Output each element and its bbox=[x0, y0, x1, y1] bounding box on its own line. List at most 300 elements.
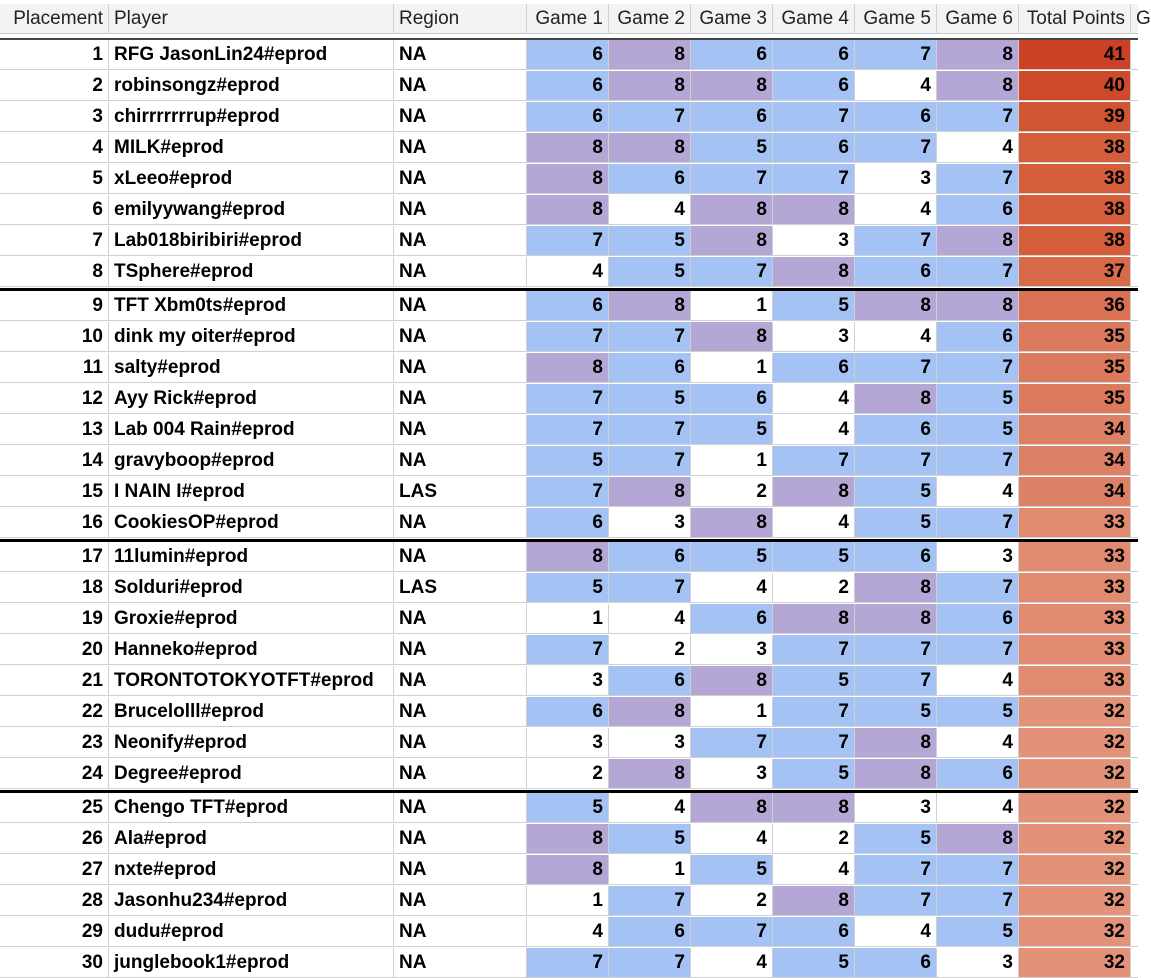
placement-cell[interactable]: 23 bbox=[0, 728, 109, 758]
region-cell[interactable]: NA bbox=[394, 257, 527, 287]
extra-column-cell[interactable] bbox=[1131, 855, 1138, 885]
player-cell[interactable]: nxte#eprod bbox=[109, 855, 394, 885]
game-4-score-cell[interactable]: 4 bbox=[773, 855, 855, 885]
region-cell[interactable]: NA bbox=[394, 384, 527, 414]
extra-column-cell[interactable] bbox=[1131, 226, 1138, 256]
game-1-score-cell[interactable]: 8 bbox=[527, 195, 609, 225]
total-points-cell[interactable]: 32 bbox=[1019, 824, 1131, 854]
game-5-score-cell[interactable]: 8 bbox=[855, 573, 937, 603]
game-5-score-cell[interactable]: 7 bbox=[855, 446, 937, 476]
game-5-score-cell[interactable]: 8 bbox=[855, 728, 937, 758]
game-5-score-cell[interactable]: 7 bbox=[855, 133, 937, 163]
game-6-score-cell[interactable]: 4 bbox=[937, 133, 1019, 163]
game-2-score-cell[interactable]: 8 bbox=[609, 477, 691, 507]
total-points-cell[interactable]: 36 bbox=[1019, 291, 1131, 321]
game-1-score-cell[interactable]: 4 bbox=[527, 917, 609, 947]
game-1-score-cell[interactable]: 6 bbox=[527, 102, 609, 132]
total-points-cell[interactable]: 32 bbox=[1019, 793, 1131, 823]
game-1-score-cell[interactable]: 6 bbox=[527, 291, 609, 321]
region-cell[interactable]: NA bbox=[394, 102, 527, 132]
game-6-score-cell[interactable]: 7 bbox=[937, 353, 1019, 383]
game-6-score-cell[interactable]: 7 bbox=[937, 257, 1019, 287]
game-6-score-cell[interactable]: 4 bbox=[937, 793, 1019, 823]
game-6-score-cell[interactable]: 7 bbox=[937, 886, 1019, 916]
game-4-score-cell[interactable]: 8 bbox=[773, 886, 855, 916]
placement-cell[interactable]: 12 bbox=[0, 384, 109, 414]
game-6-score-cell[interactable]: 7 bbox=[937, 573, 1019, 603]
game-3-score-cell[interactable]: 8 bbox=[691, 195, 773, 225]
placement-cell[interactable]: 16 bbox=[0, 508, 109, 538]
header-region[interactable]: Region bbox=[394, 4, 527, 34]
extra-column-cell[interactable] bbox=[1131, 291, 1138, 321]
game-2-score-cell[interactable]: 5 bbox=[609, 384, 691, 414]
game-3-score-cell[interactable]: 3 bbox=[691, 635, 773, 665]
region-cell[interactable]: NA bbox=[394, 226, 527, 256]
extra-column-cell[interactable] bbox=[1131, 477, 1138, 507]
game-6-score-cell[interactable]: 8 bbox=[937, 40, 1019, 70]
game-1-score-cell[interactable]: 6 bbox=[527, 697, 609, 727]
game-5-score-cell[interactable]: 8 bbox=[855, 759, 937, 789]
total-points-cell[interactable]: 33 bbox=[1019, 542, 1131, 572]
total-points-cell[interactable]: 32 bbox=[1019, 855, 1131, 885]
region-cell[interactable]: NA bbox=[394, 291, 527, 321]
placement-cell[interactable]: 19 bbox=[0, 604, 109, 634]
player-cell[interactable]: Degree#eprod bbox=[109, 759, 394, 789]
game-3-score-cell[interactable]: 7 bbox=[691, 257, 773, 287]
extra-column-cell[interactable] bbox=[1131, 886, 1138, 916]
game-5-score-cell[interactable]: 5 bbox=[855, 824, 937, 854]
game-5-score-cell[interactable]: 8 bbox=[855, 291, 937, 321]
game-4-score-cell[interactable]: 8 bbox=[773, 604, 855, 634]
extra-column-cell[interactable] bbox=[1131, 384, 1138, 414]
placement-cell[interactable]: 14 bbox=[0, 446, 109, 476]
game-2-score-cell[interactable]: 6 bbox=[609, 542, 691, 572]
player-cell[interactable]: Jasonhu234#eprod bbox=[109, 886, 394, 916]
total-points-cell[interactable]: 33 bbox=[1019, 635, 1131, 665]
game-1-score-cell[interactable]: 7 bbox=[527, 635, 609, 665]
game-3-score-cell[interactable]: 6 bbox=[691, 604, 773, 634]
game-6-score-cell[interactable]: 8 bbox=[937, 226, 1019, 256]
player-cell[interactable]: Neonify#eprod bbox=[109, 728, 394, 758]
extra-column-cell[interactable] bbox=[1131, 948, 1138, 978]
extra-column-cell[interactable] bbox=[1131, 542, 1138, 572]
region-cell[interactable]: NA bbox=[394, 415, 527, 445]
game-5-score-cell[interactable]: 4 bbox=[855, 195, 937, 225]
total-points-cell[interactable]: 38 bbox=[1019, 195, 1131, 225]
game-1-score-cell[interactable]: 1 bbox=[527, 886, 609, 916]
game-1-score-cell[interactable]: 8 bbox=[527, 164, 609, 194]
game-2-score-cell[interactable]: 7 bbox=[609, 446, 691, 476]
extra-column-cell[interactable] bbox=[1131, 728, 1138, 758]
header-extra-column[interactable]: G bbox=[1131, 4, 1138, 34]
region-cell[interactable]: NA bbox=[394, 948, 527, 978]
player-cell[interactable]: Hanneko#eprod bbox=[109, 635, 394, 665]
game-3-score-cell[interactable]: 8 bbox=[691, 793, 773, 823]
game-6-score-cell[interactable]: 3 bbox=[937, 948, 1019, 978]
region-cell[interactable]: NA bbox=[394, 824, 527, 854]
region-cell[interactable]: NA bbox=[394, 195, 527, 225]
extra-column-cell[interactable] bbox=[1131, 102, 1138, 132]
game-1-score-cell[interactable]: 2 bbox=[527, 759, 609, 789]
extra-column-cell[interactable] bbox=[1131, 824, 1138, 854]
region-cell[interactable]: NA bbox=[394, 322, 527, 352]
player-cell[interactable]: salty#eprod bbox=[109, 353, 394, 383]
total-points-cell[interactable]: 34 bbox=[1019, 415, 1131, 445]
game-1-score-cell[interactable]: 1 bbox=[527, 604, 609, 634]
player-cell[interactable]: 11lumin#eprod bbox=[109, 542, 394, 572]
total-points-cell[interactable]: 35 bbox=[1019, 353, 1131, 383]
game-3-score-cell[interactable]: 2 bbox=[691, 886, 773, 916]
placement-cell[interactable]: 8 bbox=[0, 257, 109, 287]
game-2-score-cell[interactable]: 4 bbox=[609, 195, 691, 225]
game-1-score-cell[interactable]: 3 bbox=[527, 728, 609, 758]
game-6-score-cell[interactable]: 7 bbox=[937, 508, 1019, 538]
game-4-score-cell[interactable]: 6 bbox=[773, 353, 855, 383]
game-2-score-cell[interactable]: 7 bbox=[609, 948, 691, 978]
game-5-score-cell[interactable]: 7 bbox=[855, 40, 937, 70]
total-points-cell[interactable]: 32 bbox=[1019, 759, 1131, 789]
game-6-score-cell[interactable]: 7 bbox=[937, 102, 1019, 132]
extra-column-cell[interactable] bbox=[1131, 71, 1138, 101]
extra-column-cell[interactable] bbox=[1131, 164, 1138, 194]
region-cell[interactable]: LAS bbox=[394, 573, 527, 603]
game-6-score-cell[interactable]: 5 bbox=[937, 697, 1019, 727]
placement-cell[interactable]: 21 bbox=[0, 666, 109, 696]
extra-column-cell[interactable] bbox=[1131, 133, 1138, 163]
game-2-score-cell[interactable]: 7 bbox=[609, 573, 691, 603]
region-cell[interactable]: NA bbox=[394, 759, 527, 789]
game-2-score-cell[interactable]: 4 bbox=[609, 604, 691, 634]
game-4-score-cell[interactable]: 3 bbox=[773, 226, 855, 256]
game-4-score-cell[interactable]: 3 bbox=[773, 322, 855, 352]
game-4-score-cell[interactable]: 6 bbox=[773, 71, 855, 101]
total-points-cell[interactable]: 39 bbox=[1019, 102, 1131, 132]
region-cell[interactable]: NA bbox=[394, 886, 527, 916]
game-5-score-cell[interactable]: 5 bbox=[855, 697, 937, 727]
region-cell[interactable]: NA bbox=[394, 542, 527, 572]
game-5-score-cell[interactable]: 5 bbox=[855, 477, 937, 507]
game-1-score-cell[interactable]: 5 bbox=[527, 446, 609, 476]
region-cell[interactable]: LAS bbox=[394, 477, 527, 507]
extra-column-cell[interactable] bbox=[1131, 353, 1138, 383]
game-5-score-cell[interactable]: 7 bbox=[855, 635, 937, 665]
game-6-score-cell[interactable]: 5 bbox=[937, 415, 1019, 445]
extra-column-cell[interactable] bbox=[1131, 666, 1138, 696]
placement-cell[interactable]: 6 bbox=[0, 195, 109, 225]
game-6-score-cell[interactable]: 5 bbox=[937, 917, 1019, 947]
placement-cell[interactable]: 24 bbox=[0, 759, 109, 789]
game-4-score-cell[interactable]: 7 bbox=[773, 164, 855, 194]
placement-cell[interactable]: 1 bbox=[0, 40, 109, 70]
placement-cell[interactable]: 17 bbox=[0, 542, 109, 572]
game-5-score-cell[interactable]: 6 bbox=[855, 257, 937, 287]
game-2-score-cell[interactable]: 7 bbox=[609, 322, 691, 352]
game-3-score-cell[interactable]: 4 bbox=[691, 573, 773, 603]
player-cell[interactable]: CookiesOP#eprod bbox=[109, 508, 394, 538]
placement-cell[interactable]: 7 bbox=[0, 226, 109, 256]
extra-column-cell[interactable] bbox=[1131, 917, 1138, 947]
placement-cell[interactable]: 27 bbox=[0, 855, 109, 885]
game-6-score-cell[interactable]: 6 bbox=[937, 195, 1019, 225]
game-2-score-cell[interactable]: 8 bbox=[609, 71, 691, 101]
game-1-score-cell[interactable]: 8 bbox=[527, 855, 609, 885]
game-6-score-cell[interactable]: 8 bbox=[937, 824, 1019, 854]
game-3-score-cell[interactable]: 7 bbox=[691, 917, 773, 947]
game-1-score-cell[interactable]: 6 bbox=[527, 71, 609, 101]
region-cell[interactable]: NA bbox=[394, 635, 527, 665]
game-1-score-cell[interactable]: 5 bbox=[527, 573, 609, 603]
game-3-score-cell[interactable]: 8 bbox=[691, 226, 773, 256]
total-points-cell[interactable]: 32 bbox=[1019, 948, 1131, 978]
game-5-score-cell[interactable]: 4 bbox=[855, 71, 937, 101]
player-cell[interactable]: emilyywang#eprod bbox=[109, 195, 394, 225]
game-5-score-cell[interactable]: 4 bbox=[855, 322, 937, 352]
game-2-score-cell[interactable]: 4 bbox=[609, 793, 691, 823]
game-4-score-cell[interactable]: 8 bbox=[773, 793, 855, 823]
total-points-cell[interactable]: 41 bbox=[1019, 40, 1131, 70]
game-5-score-cell[interactable]: 3 bbox=[855, 164, 937, 194]
player-cell[interactable]: dudu#eprod bbox=[109, 917, 394, 947]
game-1-score-cell[interactable]: 7 bbox=[527, 322, 609, 352]
game-3-score-cell[interactable]: 8 bbox=[691, 508, 773, 538]
game-1-score-cell[interactable]: 8 bbox=[527, 824, 609, 854]
total-points-cell[interactable]: 37 bbox=[1019, 257, 1131, 287]
region-cell[interactable]: NA bbox=[394, 604, 527, 634]
game-3-score-cell[interactable]: 1 bbox=[691, 291, 773, 321]
extra-column-cell[interactable] bbox=[1131, 508, 1138, 538]
region-cell[interactable]: NA bbox=[394, 71, 527, 101]
game-2-score-cell[interactable]: 6 bbox=[609, 917, 691, 947]
total-points-cell[interactable]: 35 bbox=[1019, 322, 1131, 352]
player-cell[interactable]: RFG JasonLin24#eprod bbox=[109, 40, 394, 70]
game-1-score-cell[interactable]: 5 bbox=[527, 793, 609, 823]
player-cell[interactable]: chirrrrrrrup#eprod bbox=[109, 102, 394, 132]
game-3-score-cell[interactable]: 8 bbox=[691, 666, 773, 696]
game-2-score-cell[interactable]: 5 bbox=[609, 257, 691, 287]
game-3-score-cell[interactable]: 8 bbox=[691, 71, 773, 101]
game-3-score-cell[interactable]: 1 bbox=[691, 353, 773, 383]
game-2-score-cell[interactable]: 7 bbox=[609, 102, 691, 132]
game-3-score-cell[interactable]: 4 bbox=[691, 824, 773, 854]
game-6-score-cell[interactable]: 4 bbox=[937, 728, 1019, 758]
game-5-score-cell[interactable]: 7 bbox=[855, 666, 937, 696]
game-5-score-cell[interactable]: 6 bbox=[855, 415, 937, 445]
game-2-score-cell[interactable]: 8 bbox=[609, 133, 691, 163]
game-1-score-cell[interactable]: 7 bbox=[527, 384, 609, 414]
game-5-score-cell[interactable]: 6 bbox=[855, 542, 937, 572]
game-6-score-cell[interactable]: 8 bbox=[937, 291, 1019, 321]
game-4-score-cell[interactable]: 7 bbox=[773, 635, 855, 665]
game-1-score-cell[interactable]: 7 bbox=[527, 477, 609, 507]
player-cell[interactable]: robinsongz#eprod bbox=[109, 71, 394, 101]
player-cell[interactable]: Brucelolll#eprod bbox=[109, 697, 394, 727]
game-6-score-cell[interactable]: 8 bbox=[937, 71, 1019, 101]
game-5-score-cell[interactable]: 6 bbox=[855, 102, 937, 132]
game-4-score-cell[interactable]: 7 bbox=[773, 102, 855, 132]
placement-cell[interactable]: 25 bbox=[0, 793, 109, 823]
game-1-score-cell[interactable]: 7 bbox=[527, 948, 609, 978]
extra-column-cell[interactable] bbox=[1131, 40, 1138, 70]
region-cell[interactable]: NA bbox=[394, 793, 527, 823]
game-6-score-cell[interactable]: 4 bbox=[937, 666, 1019, 696]
game-2-score-cell[interactable]: 8 bbox=[609, 40, 691, 70]
placement-cell[interactable]: 10 bbox=[0, 322, 109, 352]
player-cell[interactable]: Lab018biribiri#eprod bbox=[109, 226, 394, 256]
extra-column-cell[interactable] bbox=[1131, 415, 1138, 445]
game-3-score-cell[interactable]: 8 bbox=[691, 322, 773, 352]
game-6-score-cell[interactable]: 6 bbox=[937, 604, 1019, 634]
game-3-score-cell[interactable]: 6 bbox=[691, 102, 773, 132]
extra-column-cell[interactable] bbox=[1131, 446, 1138, 476]
placement-cell[interactable]: 3 bbox=[0, 102, 109, 132]
player-cell[interactable]: gravyboop#eprod bbox=[109, 446, 394, 476]
placement-cell[interactable]: 9 bbox=[0, 291, 109, 321]
total-points-cell[interactable]: 34 bbox=[1019, 446, 1131, 476]
placement-cell[interactable]: 26 bbox=[0, 824, 109, 854]
game-4-score-cell[interactable]: 5 bbox=[773, 291, 855, 321]
game-4-score-cell[interactable]: 4 bbox=[773, 415, 855, 445]
header-placement[interactable]: Placement bbox=[0, 4, 109, 34]
game-3-score-cell[interactable]: 2 bbox=[691, 477, 773, 507]
total-points-cell[interactable]: 33 bbox=[1019, 604, 1131, 634]
header-player[interactable]: Player bbox=[109, 4, 394, 34]
game-2-score-cell[interactable]: 8 bbox=[609, 697, 691, 727]
placement-cell[interactable]: 18 bbox=[0, 573, 109, 603]
player-cell[interactable]: junglebook1#eprod bbox=[109, 948, 394, 978]
game-5-score-cell[interactable]: 8 bbox=[855, 384, 937, 414]
region-cell[interactable]: NA bbox=[394, 666, 527, 696]
player-cell[interactable]: xLeeo#eprod bbox=[109, 164, 394, 194]
placement-cell[interactable]: 20 bbox=[0, 635, 109, 665]
header-game-2[interactable]: Game 2 bbox=[609, 4, 691, 34]
game-3-score-cell[interactable]: 5 bbox=[691, 855, 773, 885]
player-cell[interactable]: I NAIN I#eprod bbox=[109, 477, 394, 507]
game-2-score-cell[interactable]: 6 bbox=[609, 666, 691, 696]
game-4-score-cell[interactable]: 5 bbox=[773, 666, 855, 696]
game-3-score-cell[interactable]: 3 bbox=[691, 759, 773, 789]
game-3-score-cell[interactable]: 1 bbox=[691, 697, 773, 727]
player-cell[interactable]: TFT Xbm0ts#eprod bbox=[109, 291, 394, 321]
placement-cell[interactable]: 2 bbox=[0, 71, 109, 101]
header-game-3[interactable]: Game 3 bbox=[691, 4, 773, 34]
region-cell[interactable]: NA bbox=[394, 133, 527, 163]
extra-column-cell[interactable] bbox=[1131, 195, 1138, 225]
placement-cell[interactable]: 15 bbox=[0, 477, 109, 507]
placement-cell[interactable]: 5 bbox=[0, 164, 109, 194]
region-cell[interactable]: NA bbox=[394, 40, 527, 70]
game-2-score-cell[interactable]: 6 bbox=[609, 353, 691, 383]
game-5-score-cell[interactable]: 3 bbox=[855, 793, 937, 823]
game-1-score-cell[interactable]: 8 bbox=[527, 133, 609, 163]
player-cell[interactable]: dink my oiter#eprod bbox=[109, 322, 394, 352]
total-points-cell[interactable]: 32 bbox=[1019, 886, 1131, 916]
game-5-score-cell[interactable]: 4 bbox=[855, 917, 937, 947]
total-points-cell[interactable]: 32 bbox=[1019, 728, 1131, 758]
game-5-score-cell[interactable]: 7 bbox=[855, 855, 937, 885]
game-3-score-cell[interactable]: 7 bbox=[691, 164, 773, 194]
total-points-cell[interactable]: 33 bbox=[1019, 573, 1131, 603]
total-points-cell[interactable]: 38 bbox=[1019, 164, 1131, 194]
game-5-score-cell[interactable]: 5 bbox=[855, 508, 937, 538]
placement-cell[interactable]: 28 bbox=[0, 886, 109, 916]
total-points-cell[interactable]: 33 bbox=[1019, 666, 1131, 696]
header-total-points[interactable]: Total Points bbox=[1019, 4, 1131, 34]
header-game-1[interactable]: Game 1 bbox=[527, 4, 609, 34]
game-5-score-cell[interactable]: 8 bbox=[855, 604, 937, 634]
region-cell[interactable]: NA bbox=[394, 728, 527, 758]
extra-column-cell[interactable] bbox=[1131, 573, 1138, 603]
game-5-score-cell[interactable]: 7 bbox=[855, 886, 937, 916]
game-3-score-cell[interactable]: 5 bbox=[691, 415, 773, 445]
game-4-score-cell[interactable]: 8 bbox=[773, 257, 855, 287]
game-4-score-cell[interactable]: 8 bbox=[773, 195, 855, 225]
game-1-score-cell[interactable]: 7 bbox=[527, 415, 609, 445]
game-4-score-cell[interactable]: 5 bbox=[773, 759, 855, 789]
game-6-score-cell[interactable]: 3 bbox=[937, 542, 1019, 572]
game-6-score-cell[interactable]: 7 bbox=[937, 164, 1019, 194]
extra-column-cell[interactable] bbox=[1131, 322, 1138, 352]
game-4-score-cell[interactable]: 4 bbox=[773, 508, 855, 538]
total-points-cell[interactable]: 32 bbox=[1019, 917, 1131, 947]
player-cell[interactable]: Solduri#eprod bbox=[109, 573, 394, 603]
game-6-score-cell[interactable]: 4 bbox=[937, 477, 1019, 507]
region-cell[interactable]: NA bbox=[394, 855, 527, 885]
game-1-score-cell[interactable]: 8 bbox=[527, 542, 609, 572]
game-3-score-cell[interactable]: 6 bbox=[691, 40, 773, 70]
header-game-4[interactable]: Game 4 bbox=[773, 4, 855, 34]
game-3-score-cell[interactable]: 7 bbox=[691, 728, 773, 758]
player-cell[interactable]: Ayy Rick#eprod bbox=[109, 384, 394, 414]
player-cell[interactable]: Ala#eprod bbox=[109, 824, 394, 854]
region-cell[interactable]: NA bbox=[394, 917, 527, 947]
game-3-score-cell[interactable]: 4 bbox=[691, 948, 773, 978]
placement-cell[interactable]: 30 bbox=[0, 948, 109, 978]
game-2-score-cell[interactable]: 8 bbox=[609, 759, 691, 789]
game-2-score-cell[interactable]: 7 bbox=[609, 415, 691, 445]
player-cell[interactable]: Chengo TFT#eprod bbox=[109, 793, 394, 823]
region-cell[interactable]: NA bbox=[394, 508, 527, 538]
game-5-score-cell[interactable]: 6 bbox=[855, 948, 937, 978]
total-points-cell[interactable]: 32 bbox=[1019, 697, 1131, 727]
game-4-score-cell[interactable]: 7 bbox=[773, 446, 855, 476]
game-5-score-cell[interactable]: 7 bbox=[855, 226, 937, 256]
game-1-score-cell[interactable]: 7 bbox=[527, 226, 609, 256]
game-4-score-cell[interactable]: 6 bbox=[773, 40, 855, 70]
game-2-score-cell[interactable]: 6 bbox=[609, 164, 691, 194]
total-points-cell[interactable]: 34 bbox=[1019, 477, 1131, 507]
region-cell[interactable]: NA bbox=[394, 164, 527, 194]
game-6-score-cell[interactable]: 6 bbox=[937, 322, 1019, 352]
game-2-score-cell[interactable]: 2 bbox=[609, 635, 691, 665]
placement-cell[interactable]: 22 bbox=[0, 697, 109, 727]
game-6-score-cell[interactable]: 7 bbox=[937, 446, 1019, 476]
game-1-score-cell[interactable]: 6 bbox=[527, 508, 609, 538]
game-4-score-cell[interactable]: 6 bbox=[773, 133, 855, 163]
game-2-score-cell[interactable]: 5 bbox=[609, 226, 691, 256]
extra-column-cell[interactable] bbox=[1131, 759, 1138, 789]
player-cell[interactable]: Lab 004 Rain#eprod bbox=[109, 415, 394, 445]
game-6-score-cell[interactable]: 7 bbox=[937, 855, 1019, 885]
extra-column-cell[interactable] bbox=[1131, 257, 1138, 287]
game-1-score-cell[interactable]: 6 bbox=[527, 40, 609, 70]
region-cell[interactable]: NA bbox=[394, 697, 527, 727]
header-game-6[interactable]: Game 6 bbox=[937, 4, 1019, 34]
game-4-score-cell[interactable]: 5 bbox=[773, 948, 855, 978]
game-6-score-cell[interactable]: 7 bbox=[937, 635, 1019, 665]
region-cell[interactable]: NA bbox=[394, 353, 527, 383]
game-2-score-cell[interactable]: 5 bbox=[609, 824, 691, 854]
game-4-score-cell[interactable]: 6 bbox=[773, 917, 855, 947]
